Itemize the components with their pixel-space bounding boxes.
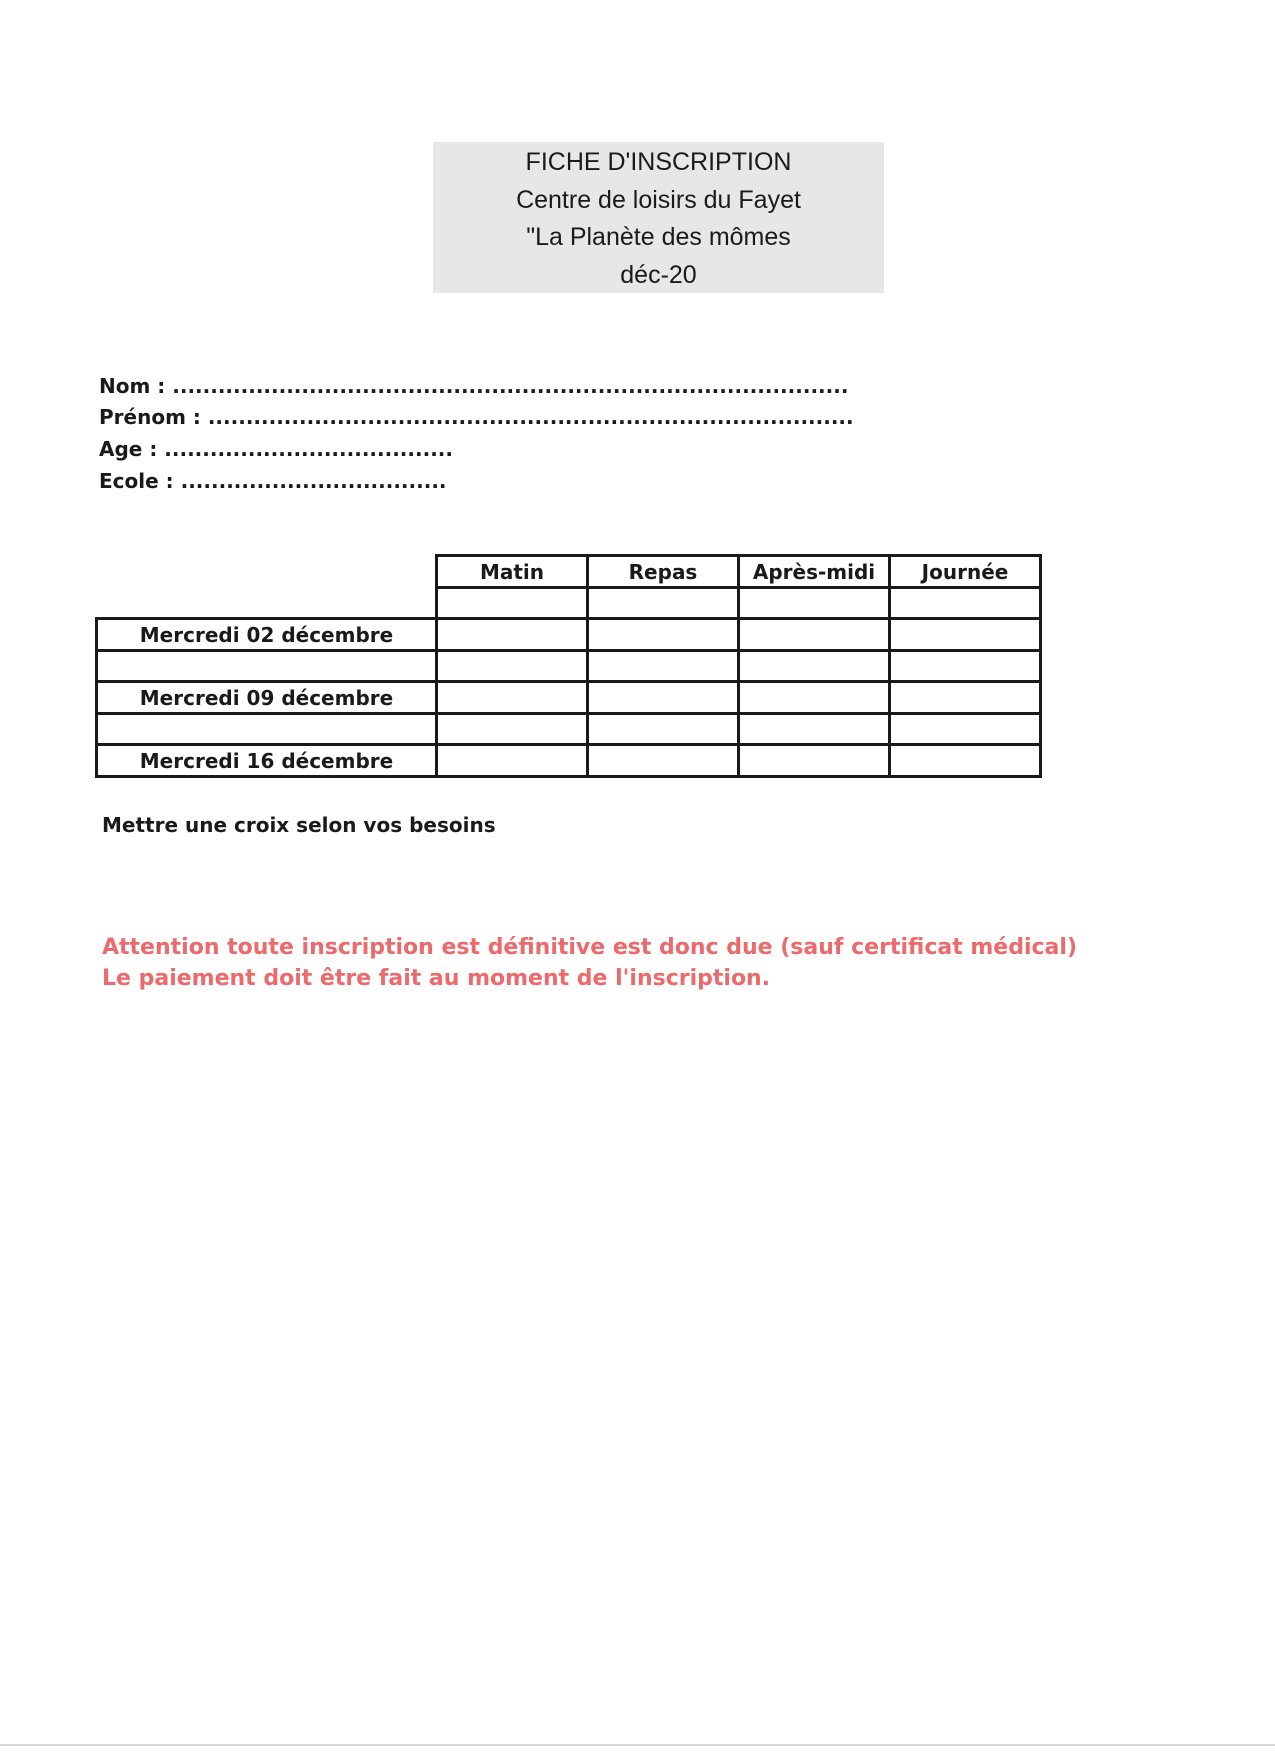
row-label-16-decembre: Mercredi 16 décembre (97, 745, 437, 777)
checkbox-cell[interactable] (588, 714, 739, 745)
instruction-text: Mettre une croix selon vos besoins (102, 813, 496, 837)
checkbox-cell[interactable] (437, 619, 588, 651)
checkbox-cell[interactable] (588, 651, 739, 682)
checkbox-cell[interactable] (890, 745, 1041, 777)
age-field[interactable]: Age : ...................................... (99, 437, 453, 461)
table-spacer-row (97, 588, 1041, 619)
checkbox-cell[interactable] (437, 651, 588, 682)
column-header-matin: Matin (437, 556, 588, 588)
form-title: FICHE D'INSCRIPTION (525, 148, 792, 176)
table-row (97, 745, 1041, 777)
table-spacer-row (97, 714, 1041, 745)
checkbox-cell[interactable] (588, 619, 739, 651)
warning-line-1: Attention toute inscription est définitive est donc due (sauf certificat médical) (102, 935, 1077, 960)
form-title-box (433, 142, 884, 293)
checkbox-cell[interactable] (739, 682, 890, 714)
form-period: déc-20 (620, 260, 697, 289)
table-header-row (97, 556, 1041, 588)
row-label-02-decembre: Mercredi 02 décembre (97, 619, 437, 651)
checkbox-cell[interactable] (739, 619, 890, 651)
table-row (97, 619, 1041, 651)
checkbox-cell[interactable] (437, 682, 588, 714)
nom-field[interactable]: Nom : ......................................................................................... (99, 374, 849, 398)
checkbox-cell[interactable] (739, 745, 890, 777)
scan-edge-divider (0, 1744, 1275, 1746)
prenom-field[interactable]: Prénom : ..................................................................................... (99, 405, 854, 429)
checkbox-cell[interactable] (739, 714, 890, 745)
checkbox-cell[interactable] (588, 745, 739, 777)
table-row (97, 682, 1041, 714)
checkbox-cell[interactable] (890, 714, 1041, 745)
ecole-field[interactable]: Ecole : ................................... (99, 469, 447, 493)
checkbox-cell[interactable] (437, 745, 588, 777)
column-header-repas: Repas (588, 556, 739, 588)
schedule-table (95, 554, 1042, 778)
center-nickname: "La Planète des mômes (526, 223, 791, 251)
column-header-journee: Journée (890, 556, 1041, 588)
checkbox-cell[interactable] (588, 588, 739, 619)
checkbox-cell[interactable] (890, 682, 1041, 714)
table-spacer-row (97, 651, 1041, 682)
checkbox-cell[interactable] (437, 714, 588, 745)
empty-cell (97, 651, 437, 682)
warning-line-2: Le paiement doit être fait au moment de l'inscription. (102, 966, 771, 991)
checkbox-cell[interactable] (739, 651, 890, 682)
checkbox-cell[interactable] (890, 651, 1041, 682)
checkbox-cell[interactable] (890, 619, 1041, 651)
checkbox-cell[interactable] (437, 588, 588, 619)
checkbox-cell[interactable] (890, 588, 1041, 619)
checkbox-cell[interactable] (588, 682, 739, 714)
row-label-09-decembre: Mercredi 09 décembre (97, 682, 437, 714)
checkbox-cell[interactable] (739, 588, 890, 619)
center-name: Centre de loisirs du Fayet (516, 185, 801, 214)
column-header-apres-midi: Après-midi (739, 556, 890, 588)
empty-cell (97, 714, 437, 745)
